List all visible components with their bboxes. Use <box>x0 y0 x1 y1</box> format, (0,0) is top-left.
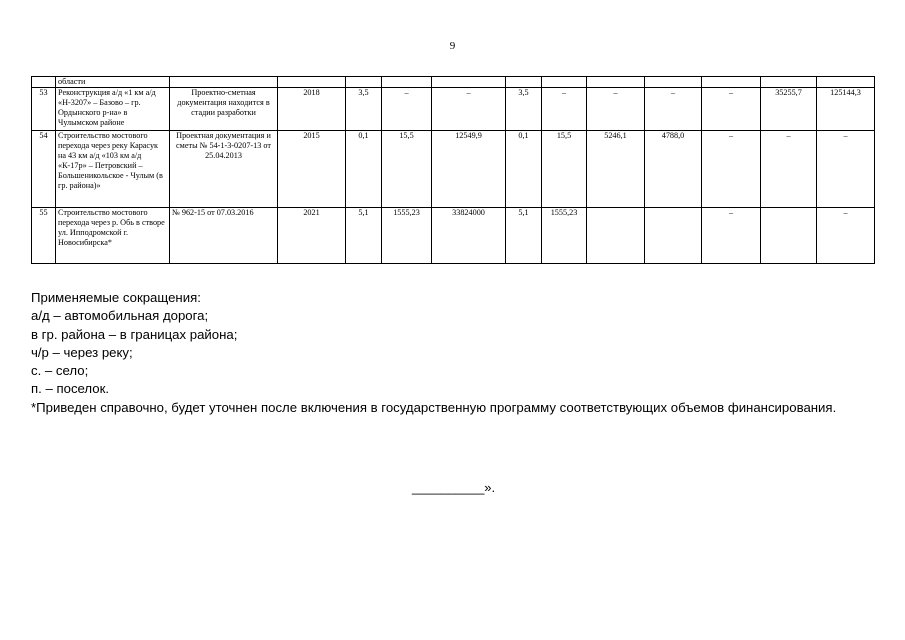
table-cell <box>32 77 56 88</box>
table-cell <box>542 77 587 88</box>
document-details: № 962-15 от 07.03.2016 <box>170 208 278 264</box>
table-cell <box>702 77 761 88</box>
table-row <box>32 208 875 264</box>
document-details: Проектная документация и сметы № 54-1-3-0207-13 от 25.04.2013 <box>170 131 278 208</box>
object-name: Строительство мостового перехода через р. Обь в створе ул. Ипподромской г. Новосибирска* <box>56 208 170 264</box>
table-row-continuation <box>32 77 875 88</box>
year-cell: 2018 <box>278 88 346 131</box>
row-number: 55 <box>32 208 56 264</box>
notes-heading: Применяемые сокращения: <box>31 290 201 305</box>
table-cell <box>432 77 506 88</box>
table-row <box>32 88 875 131</box>
table-cell <box>346 77 382 88</box>
value-cell: – <box>542 88 587 131</box>
value-cell: 125144,3 <box>817 88 875 131</box>
page-number: 9 <box>449 40 456 52</box>
value-cell: – <box>761 131 817 208</box>
footnote: *Приведен справочно, будет уточнен после включения в государственную программу соответствующих объемов финансирования. <box>31 399 837 415</box>
value-cell: 5,1 <box>346 208 382 264</box>
value-cell: 0,1 <box>346 131 382 208</box>
value-cell: 1555,23 <box>542 208 587 264</box>
value-cell: – <box>645 88 702 131</box>
table-cell <box>278 77 346 88</box>
value-cell: 3,5 <box>506 88 542 131</box>
value-cell: 15,5 <box>542 131 587 208</box>
value-cell: 33824000 <box>432 208 506 264</box>
object-name: Реконструкция а/д «1 км а/д «Н-3207» – Базово – гр. Ордынского р-на» в Чулымском районе <box>56 88 170 131</box>
value-cell: 5,1 <box>506 208 542 264</box>
value-cell: 5246,1 <box>587 131 645 208</box>
value-cell <box>761 208 817 264</box>
row-number: 53 <box>32 88 56 131</box>
value-cell: – <box>702 88 761 131</box>
value-cell: – <box>702 131 761 208</box>
table-cell <box>382 77 432 88</box>
value-cell: – <box>702 208 761 264</box>
value-cell: – <box>817 208 875 264</box>
table-cell <box>587 77 645 88</box>
document-details: Проектно-сметная документация находится в стадии разработки <box>170 88 278 131</box>
table-cell <box>506 77 542 88</box>
table-cell <box>645 77 702 88</box>
table-cell <box>761 77 817 88</box>
row-number: 54 <box>32 131 56 208</box>
value-cell: 12549,9 <box>432 131 506 208</box>
year-cell: 2015 <box>278 131 346 208</box>
table-cell <box>170 77 278 88</box>
abbreviation-item: в гр. района – в границах района; <box>31 326 238 342</box>
value-cell <box>587 208 645 264</box>
value-cell: 35255,7 <box>761 88 817 131</box>
table-row <box>32 131 875 208</box>
value-cell: – <box>817 131 875 208</box>
abbreviation-item: п. – поселок. <box>31 381 110 397</box>
abbreviation-item: ч/р – через реку; <box>31 344 133 360</box>
closing-mark: __________». <box>412 480 496 495</box>
value-cell: 15,5 <box>382 131 432 208</box>
value-cell <box>645 208 702 264</box>
value-cell: 0,1 <box>506 131 542 208</box>
year-cell: 2021 <box>278 208 346 264</box>
value-cell: – <box>432 88 506 131</box>
abbreviations-notes <box>31 289 874 417</box>
objects-table <box>31 76 875 264</box>
object-name: Строительство мостового перехода через реку Карасук на 43 км а/д «103 км а/д «К-17р» – Петровский – Большеникольское - Чулым (в гр. района)» <box>56 131 170 208</box>
value-cell: – <box>587 88 645 131</box>
value-cell: – <box>382 88 432 131</box>
value-cell: 3,5 <box>346 88 382 131</box>
value-cell: 4788,0 <box>645 131 702 208</box>
table-cell <box>817 77 875 88</box>
abbreviation-item: с. – село; <box>31 363 89 379</box>
table-cell: области <box>56 77 170 88</box>
abbreviation-item: а/д – автомобильная дорога; <box>31 308 209 324</box>
value-cell: 1555,23 <box>382 208 432 264</box>
